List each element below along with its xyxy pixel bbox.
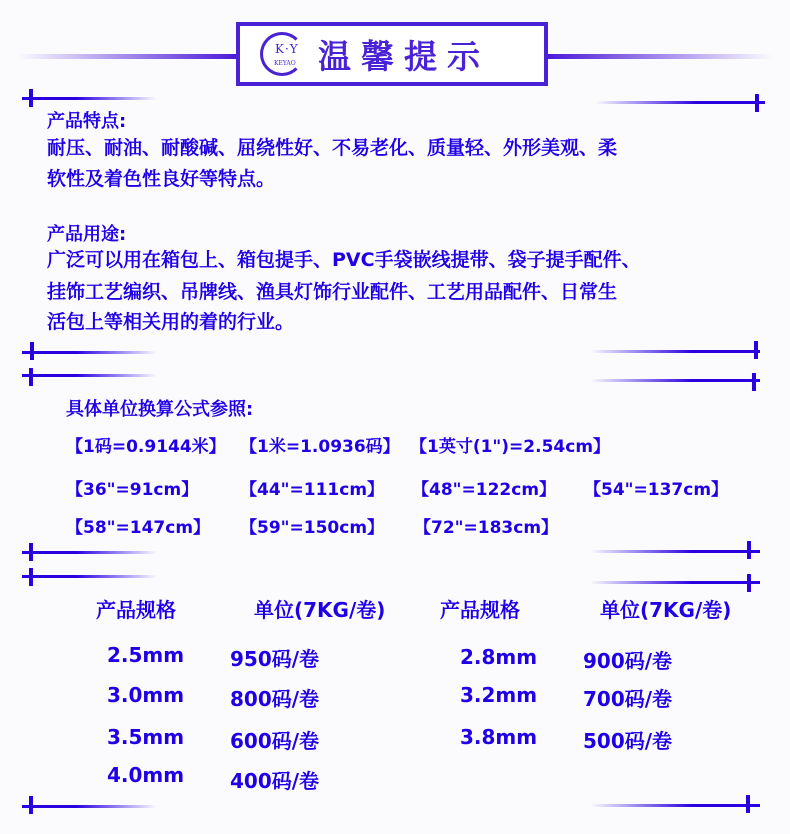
spec-qty: 400码/卷: [230, 769, 320, 793]
divider-left: [22, 805, 157, 808]
divider-tick: [29, 796, 33, 814]
conversion-item: 【1英寸(1")=2.54cm】: [410, 437, 611, 457]
features-line: 软性及着色性良好等特点。: [47, 168, 276, 190]
divider-tick: [755, 94, 759, 112]
spec-size: 3.0mm: [107, 683, 185, 707]
spec-size: 2.8mm: [460, 645, 538, 669]
spec-size: 3.2mm: [460, 683, 538, 707]
divider-left: [22, 374, 157, 377]
conversion-item: 【36"=91cm】: [66, 480, 199, 500]
divider-left: [22, 97, 157, 100]
divider-tick: [29, 368, 33, 386]
divider-right: [590, 379, 760, 382]
divider-tick: [754, 341, 758, 359]
spec-header: 单位(7KG/卷): [254, 598, 386, 622]
spec-qty: 600码/卷: [230, 729, 320, 753]
divider-tick: [29, 89, 33, 107]
divider-tick: [752, 373, 756, 391]
divider-tick: [29, 568, 33, 586]
divider-tick: [746, 795, 750, 813]
divider-left: [22, 575, 157, 578]
uses-heading: 产品用途:: [47, 224, 127, 245]
conversion-heading: 具体单位换算公式参照:: [66, 399, 254, 420]
spec-qty: 500码/卷: [583, 729, 673, 753]
divider-tick: [747, 574, 751, 592]
divider-left: [22, 351, 157, 354]
conversion-item: 【44"=111cm】: [240, 480, 385, 500]
page-title: 温馨提示: [318, 36, 490, 76]
spec-header: 单位(7KG/卷): [600, 598, 732, 622]
divider-right: [595, 101, 765, 104]
spec-size: 3.8mm: [460, 725, 538, 749]
uses-line: 活包上等相关用的着的行业。: [47, 311, 295, 333]
divider-right: [590, 350, 760, 353]
logo-text: KEYAO: [274, 60, 296, 67]
uses-line: 挂饰工艺编织、吊牌线、渔具灯饰行业配件、工艺用品配件、日常生: [47, 281, 618, 303]
conversion-item: 【72"=183cm】: [414, 518, 559, 538]
spec-header: 产品规格: [96, 598, 176, 622]
conversion-item: 【59"=150cm】: [240, 518, 385, 538]
features-line: 耐压、耐油、耐酸碱、屈绕性好、不易老化、质量轻、外形美观、柔: [47, 137, 618, 159]
keyao-logo-icon: [258, 28, 322, 80]
title-banner: [236, 22, 548, 86]
spec-qty: 800码/卷: [230, 687, 320, 711]
divider-tick: [30, 342, 34, 360]
spec-qty: 950码/卷: [230, 647, 320, 671]
spec-size: 4.0mm: [107, 763, 185, 787]
spec-qty: 700码/卷: [583, 687, 673, 711]
uses-line: 广泛可以用在箱包上、箱包提手、PVC手袋嵌线提带、袋子提手配件、: [47, 249, 641, 271]
header-line-right: [548, 54, 773, 59]
spec-size: 3.5mm: [107, 725, 185, 749]
divider-right: [590, 550, 760, 553]
header-line-left: [18, 54, 236, 59]
features-heading: 产品特点:: [47, 111, 127, 132]
spec-qty: 900码/卷: [583, 649, 673, 673]
logo-mark: K·Y: [275, 42, 299, 56]
divider-tick: [747, 541, 751, 559]
divider-right: [590, 581, 760, 584]
conversion-item: 【58"=147cm】: [66, 518, 211, 538]
divider-right: [590, 804, 760, 807]
spec-size: 2.5mm: [107, 643, 185, 667]
divider-left: [22, 551, 157, 554]
conversion-item: 【1码=0.9144米】: [66, 437, 226, 457]
divider-tick: [29, 543, 33, 561]
spec-header: 产品规格: [440, 598, 520, 622]
conversion-item: 【48"=122cm】: [412, 480, 557, 500]
conversion-item: 【1米=1.0936码】: [240, 437, 400, 457]
conversion-item: 【54"=137cm】: [584, 480, 729, 500]
